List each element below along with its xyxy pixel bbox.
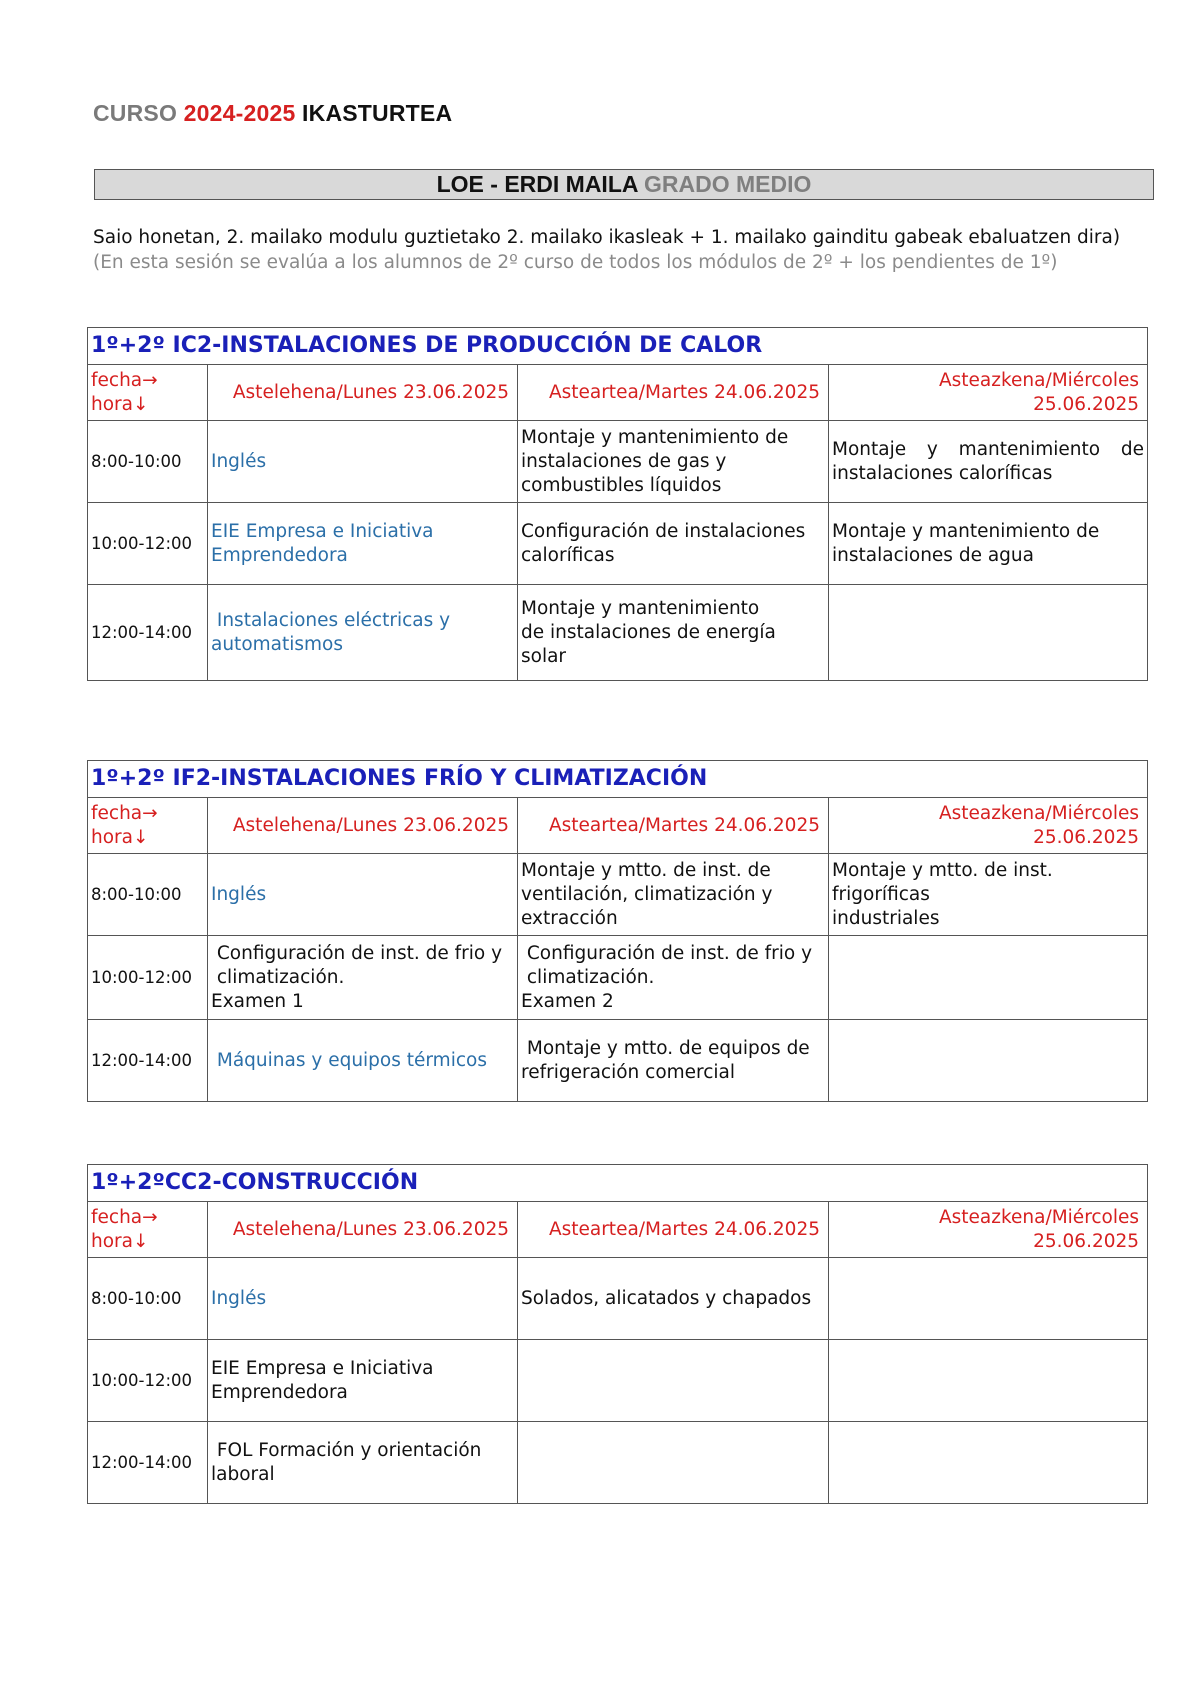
exam-line: Montaje y mtto. de inst. frigoríficas xyxy=(832,859,1053,905)
exam-cell xyxy=(518,1258,829,1340)
schedule-table-ic2 xyxy=(87,327,1148,681)
level-sub: GRADO MEDIO xyxy=(644,171,812,197)
table-row xyxy=(88,1020,1148,1102)
table-title: 1º+2º IC2-INSTALACIONES DE PRODUCCIÓN DE CALOR xyxy=(88,328,1148,365)
exam-line: Examen 1 xyxy=(211,990,304,1012)
exam-cell xyxy=(829,503,1148,585)
exam-line: Inglés xyxy=(211,1287,267,1309)
hora-label: hora↓ xyxy=(91,826,149,848)
table-row xyxy=(88,1422,1148,1504)
exam-line: Montaje y mantenimiento de xyxy=(832,520,1100,542)
exam-line: Examen 2 xyxy=(521,990,614,1012)
table-header-row xyxy=(88,1202,1148,1258)
table-row xyxy=(88,421,1148,503)
fecha-label: fecha→ xyxy=(91,1206,158,1228)
time-slot: 10:00-12:00 xyxy=(88,1340,208,1422)
course-title xyxy=(93,100,452,127)
exam-cell xyxy=(208,503,518,585)
level-main: LOE - ERDI MAILA xyxy=(436,171,638,197)
header-day-tuesday: Asteartea/Martes 24.06.2025 xyxy=(518,798,829,854)
exam-cell xyxy=(208,854,518,936)
exam-line: extracción xyxy=(521,907,618,929)
time-slot: 8:00-10:00 xyxy=(88,421,208,503)
hora-label: hora↓ xyxy=(91,1230,149,1252)
header-day-wednesday: Asteazkena/Miércoles 25.06.2025 xyxy=(829,365,1148,421)
table-title: 1º+2ºCC2-CONSTRUCCIÓN xyxy=(88,1165,1148,1202)
time-slot: 10:00-12:00 xyxy=(88,936,208,1020)
exam-cell xyxy=(208,1258,518,1340)
table-row xyxy=(88,936,1148,1020)
header-corner xyxy=(88,1202,208,1258)
exam-line: industriales xyxy=(832,907,940,929)
exam-line: instalaciones de gas y xyxy=(521,450,727,472)
table-row xyxy=(88,854,1148,936)
time-slot: 10:00-12:00 xyxy=(88,503,208,585)
exam-line: combustibles líquidos xyxy=(521,474,722,496)
exam-line: Instalaciones eléctricas y xyxy=(211,609,451,631)
header-day-monday: Astelehena/Lunes 23.06.2025 xyxy=(208,1202,518,1258)
empty-cell xyxy=(829,1422,1148,1504)
exam-cell xyxy=(518,1020,829,1102)
header-day-monday: Astelehena/Lunes 23.06.2025 xyxy=(208,798,518,854)
exam-line: climatización. xyxy=(521,966,655,988)
intro-text xyxy=(93,225,1120,275)
empty-cell xyxy=(829,1020,1148,1102)
exam-cell xyxy=(518,503,829,585)
table-row xyxy=(88,1340,1148,1422)
exam-cell xyxy=(208,936,518,1020)
exam-line: Emprendedora xyxy=(211,544,348,566)
table-header-row xyxy=(88,798,1148,854)
course-word-basque: IKASTURTEA xyxy=(302,100,453,126)
exam-line: automatismos xyxy=(211,633,344,655)
exam-cell xyxy=(208,1340,518,1422)
exam-cell xyxy=(518,854,829,936)
exam-line: caloríficas xyxy=(521,544,615,566)
exam-cell xyxy=(208,421,518,503)
exam-line: Solados, alicatados y chapados xyxy=(521,1287,812,1309)
time-slot: 12:00-14:00 xyxy=(88,585,208,681)
fecha-label: fecha→ xyxy=(91,802,158,824)
fecha-label: fecha→ xyxy=(91,369,158,391)
empty-cell xyxy=(829,936,1148,1020)
exam-cell xyxy=(208,585,518,681)
exam-line: Máquinas y equipos térmicos xyxy=(211,1049,487,1071)
exam-cell xyxy=(829,421,1148,503)
exam-line: refrigeración comercial xyxy=(521,1061,736,1083)
exam-line: EIE Empresa e Iniciativa xyxy=(211,1357,434,1379)
table-header-row xyxy=(88,365,1148,421)
empty-cell xyxy=(518,1422,829,1504)
header-day-monday: Astelehena/Lunes 23.06.2025 xyxy=(208,365,518,421)
exam-cell xyxy=(208,1422,518,1504)
empty-cell xyxy=(518,1340,829,1422)
exam-line: Emprendedora xyxy=(211,1381,348,1403)
course-word: CURSO xyxy=(93,100,178,126)
exam-line: instalaciones de agua xyxy=(832,544,1034,566)
exam-line: Configuración de inst. de frio y xyxy=(211,942,503,964)
exam-line: Inglés xyxy=(211,883,267,905)
exam-line: laboral xyxy=(211,1463,275,1485)
exam-cell xyxy=(518,585,829,681)
table-title: 1º+2º IF2-INSTALACIONES FRÍO Y CLIMATIZACIÓN xyxy=(88,761,1148,798)
exam-cell xyxy=(829,854,1148,936)
empty-cell xyxy=(829,1340,1148,1422)
header-day-wednesday: Asteazkena/Miércoles 25.06.2025 xyxy=(829,798,1148,854)
exam-cell xyxy=(518,421,829,503)
exam-line: Montaje y mantenimiento de xyxy=(832,438,1145,460)
exam-line: Configuración de inst. de frio y xyxy=(521,942,813,964)
exam-line: Montaje y mtto. de inst. de xyxy=(521,859,771,881)
exam-line: Montaje y mantenimiento de xyxy=(521,426,789,448)
exam-line: Montaje y mtto. de equipos de xyxy=(521,1037,810,1059)
exam-line: instalaciones caloríficas xyxy=(832,462,1053,484)
schedule-table-cc2 xyxy=(87,1164,1148,1504)
exam-line: climatización. xyxy=(211,966,345,988)
table-row xyxy=(88,503,1148,585)
course-year: 2024-2025 xyxy=(183,100,296,126)
time-slot: 12:00-14:00 xyxy=(88,1020,208,1102)
time-slot: 8:00-10:00 xyxy=(88,1258,208,1340)
time-slot: 12:00-14:00 xyxy=(88,1422,208,1504)
exam-line: FOL Formación y orientación xyxy=(211,1439,482,1461)
exam-cell xyxy=(208,1020,518,1102)
hora-label: hora↓ xyxy=(91,393,149,415)
exam-line: Inglés xyxy=(211,450,267,472)
exam-line: EIE Empresa e Iniciativa xyxy=(211,520,434,542)
header-day-wednesday: Asteazkena/Miércoles 25.06.2025 xyxy=(829,1202,1148,1258)
header-day-tuesday: Asteartea/Martes 24.06.2025 xyxy=(518,1202,829,1258)
time-slot: 8:00-10:00 xyxy=(88,854,208,936)
exam-cell xyxy=(518,936,829,1020)
table-row xyxy=(88,1258,1148,1340)
intro-spanish: (En esta sesión se evalúa a los alumnos de 2º curso de todos los módulos de 2º + los pendientes de 1º) xyxy=(93,252,1058,273)
level-banner xyxy=(94,169,1154,200)
exam-line: Configuración de instalaciones xyxy=(521,520,806,542)
header-corner xyxy=(88,365,208,421)
header-day-tuesday: Asteartea/Martes 24.06.2025 xyxy=(518,365,829,421)
exam-line: Montaje y mantenimiento xyxy=(521,597,760,619)
empty-cell xyxy=(829,585,1148,681)
exam-line: de instalaciones de energía solar xyxy=(521,621,776,667)
schedule-table-if2 xyxy=(87,760,1148,1102)
table-row xyxy=(88,585,1148,681)
intro-basque: Saio honetan, 2. mailako modulu guztietako 2. mailako ikasleak + 1. mailako gainditu gabeak ebaluatzen dira) xyxy=(93,227,1121,248)
exam-line: ventilación, climatización y xyxy=(521,883,773,905)
header-corner xyxy=(88,798,208,854)
empty-cell xyxy=(829,1258,1148,1340)
